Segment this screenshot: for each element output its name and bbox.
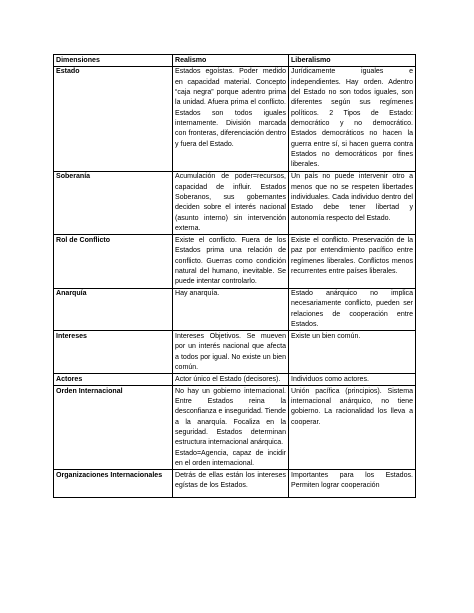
realismo-cell: Acumulación de poder=recursos, capacidad de influir. Estados Soberanos, sus gobernantes deciden sobre el interés nacional (asunto interno) sin intervención externa. [173, 171, 289, 235]
dimension-cell: Rol de Conflicto [54, 235, 173, 288]
liberalismo-cell: Jurídicamente iguales e independientes. Hay orden. Adentro del Estado no son todos iguales, son diferentes según sus regímenes políticos. 2 Tipos de Estado: democrático y no democrático. Estados democráticos no hacen la guerra entre sí, si hacen guerra contra Estados no democráticos por fines liberales. [289, 66, 416, 171]
liberalismo-cell: Estado anárquico no implica necesariamente conflicto, pueden ser relaciones de cooperación entre Estados. [289, 288, 416, 331]
dimension-cell: Intereses [54, 331, 173, 374]
realismo-cell: Detrás de ellas están los intereses egístas de los Estados. [173, 470, 289, 498]
dimension-cell: Anarquía [54, 288, 173, 331]
dimension-cell: Soberanía [54, 171, 173, 235]
table-row [54, 470, 416, 498]
liberalismo-cell: Existe el conflicto. Preservación de la paz por entendimiento pacífico entre regímenes liberales. Conflictos menos recurrentes entre países liberales. [289, 235, 416, 288]
realismo-cell: Intereses Objetivos. Se mueven por un interés nacional que afecta a todos por igual. No existe un bien común. [173, 331, 289, 374]
liberalismo-cell: Existe un bien común. [289, 331, 416, 374]
realismo-cell: Existe el conflicto. Fuera de los Estados prima una relación de conflicto. Guerras como condición natural del humano, inevitable. Se puede intentar controlarlo. [173, 235, 289, 288]
header-dimensiones: Dimensiones [54, 55, 173, 67]
table-header-row [54, 55, 416, 67]
table-row [54, 386, 416, 470]
realismo-cell: Hay anarquía. [173, 288, 289, 331]
header-liberalismo: Liberalismo [289, 55, 416, 67]
comparison-table [53, 54, 416, 498]
liberalismo-cell: Importantes para los Estados. Permiten lograr cooperación [289, 470, 416, 498]
realismo-cell: Estados egoístas. Poder medido en capacidad material. Concepto “caja negra” porque adentro prima la unidad. Afuera prima el conflicto. Estados son todos iguales internamente. División marcada con fronteras, diferenciación dentro y fuera del Estado. [173, 66, 289, 171]
dimension-cell: Actores [54, 374, 173, 386]
liberalismo-cell: Un país no puede intervenir otro a menos que no se respeten libertades individuales. Cada individuo dentro del Estado debe tener libertad y autonomía respecto del Estado. [289, 171, 416, 235]
realismo-paragraph: No hay un gobierno internacional. Entre Estados reina la desconfianza e inseguridad. Tiende a la anarquía. Focaliza en la seguridad. Estados determinan estructura internacional anárquica. [175, 387, 286, 447]
table-row [54, 66, 416, 171]
liberalismo-cell: Individuos como actores. [289, 374, 416, 386]
dimension-cell: Orden Internacional [54, 386, 173, 470]
liberalismo-cell: Unión pacífica (principios). Sistema internacional anárquico, no tiene gobierno. La racionalidad los lleva a cooperar. [289, 386, 416, 470]
table-row [54, 288, 416, 331]
realismo-cell [173, 386, 289, 470]
realismo-cell: Actor único el Estado (decisores). [173, 374, 289, 386]
table-row [54, 374, 416, 386]
table-row [54, 331, 416, 374]
table-row [54, 171, 416, 235]
realismo-paragraph: Estado=Agencia, capaz de incidir en el orden internacional. [175, 449, 286, 468]
dimension-cell: Estado [54, 66, 173, 171]
dimension-cell: Organizaciones Internacionales [54, 470, 173, 498]
header-realismo: Realismo [173, 55, 289, 67]
table-row [54, 235, 416, 288]
